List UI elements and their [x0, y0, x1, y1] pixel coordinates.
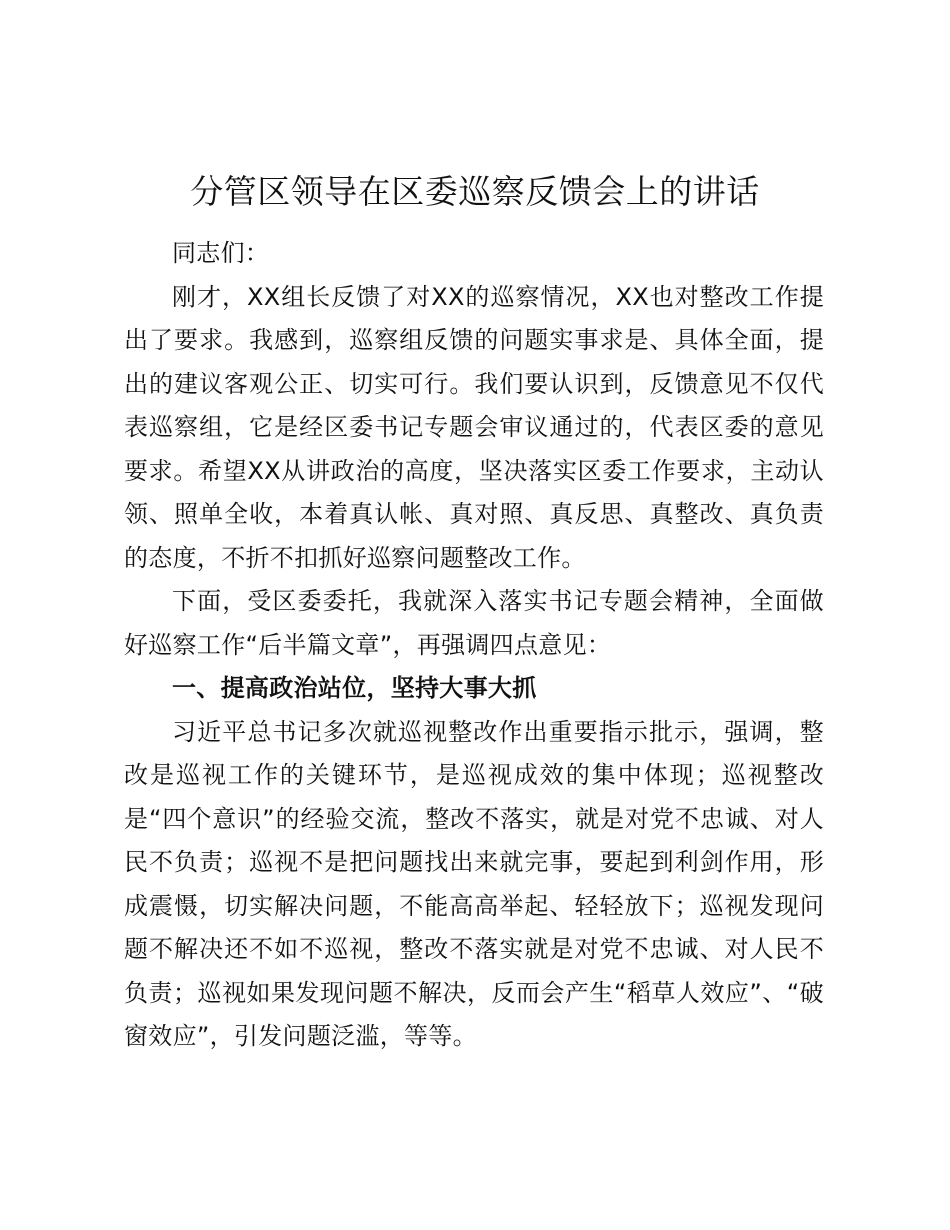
- document-title: 分管区领导在区委巡察反馈会上的讲话: [190, 172, 760, 211]
- section-heading: 一、提高政治站位，坚持大事大抓: [172, 674, 537, 702]
- paragraph-feedback: 刚才，XX组长反馈了对XX的巡察情况，XX也对整改工作提出了要求。我感到，巡察组反馈的问题实事求是、具体全面，提出的建议客观公正、切实可行。我们要认识到，反馈意见不仅代表巡察组，它是经区委书记专题会审议通过的，代表区委的意见要求。希望XX从讲政治的高度，坚决落实区委工作要求，主动认领、照单全收，本着真认帐、真对照、真反思、真整改、真负责的态度，不折不扣抓好巡察问题整改工作。: [124, 282, 824, 572]
- salutation: 同志们：: [172, 239, 270, 267]
- section-paragraph: 习近平总书记多次就巡视整改作出重要指示批示，强调，整改是巡视工作的关键环节，是巡视成效的集中体现；巡视整改是“四个意识”的经验交流，整改不落实，就是对党不忠诚、对人民不负责；巡视不是把问题找出来就完事，要起到利剑作用，形成震慑，切实解决问题，不能高高举起、轻轻放下；巡视发现问题不解决还不如不巡视，整改不落实就是对党不忠诚、对人民不负责；巡视如果发现问题不解决，反而会产生“稻草人效应”、“破窗效应”，引发问题泛滥，等等。: [124, 717, 824, 1050]
- document-body: [124, 232, 824, 1059]
- paragraph-intro-points: 下面，受区委委托，我就深入落实书记专题会精神，全面做好巡察工作“后半篇文章”，再强调四点意见：: [124, 587, 824, 659]
